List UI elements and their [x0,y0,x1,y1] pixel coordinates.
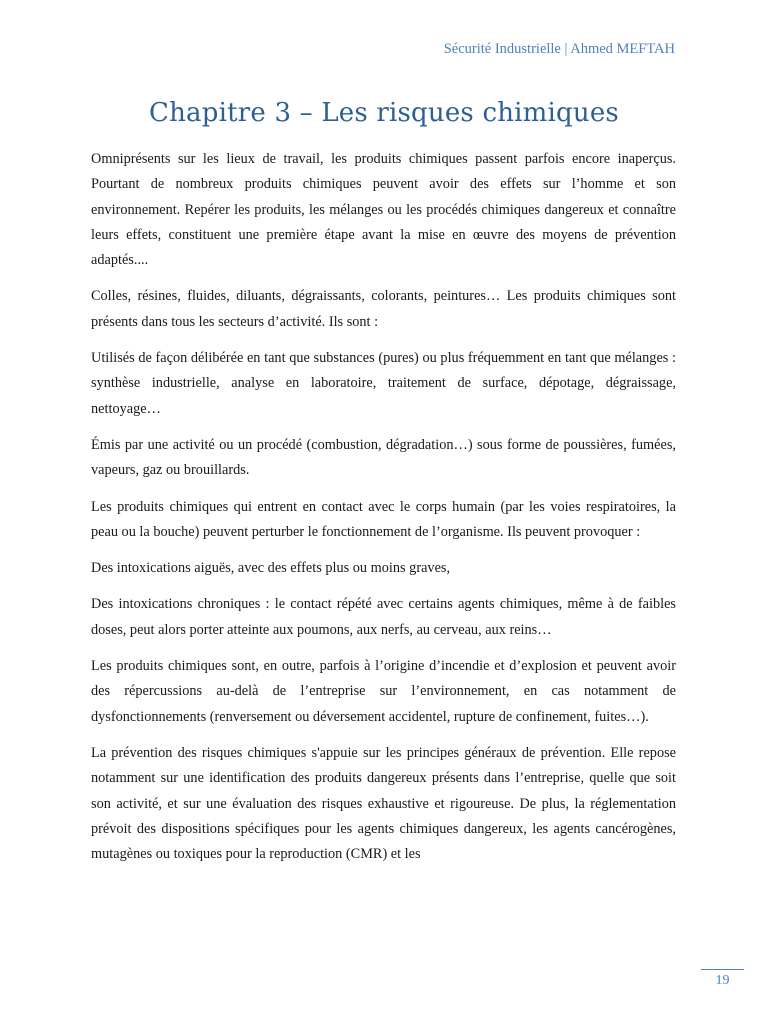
paragraph-acute-intoxication: Des intoxications aiguës, avec des effets plus ou moins graves, [91,560,451,577]
paragraph-used-deliberately: Utilisés de façon délibérée en tant que substances (pures) ou plus fréquemment en tant que mélanges : synthèse industrielle, analyse en laboratoire, traitement de surface, dépotage, dégraissage, nettoyage… [91,350,676,417]
paragraph-intro: Omniprésents sur les lieux de travail, les produits chimiques passent parfois encore inaperçus. Pourtant de nombreux produits chimiques peuvent avoir des effets sur l’homme et son environnement. Repérer les produits, les mélanges ou les procédés chimiques dangereux et connaître leurs effets, constituent une première étape avant la mise en œuvre des moyens de prévention adaptés.... [91,151,676,269]
paragraph-prevention: La prévention des risques chimiques s'appuie sur les principes généraux de prévention. Elle repose notamment sur une identification des produits dangereux présents dans l’entreprise, quelle que soit son activité, et sur une évaluation des risques exhaustive et rigoureuse. De plus, la réglementation prévoit des dispositions spécifiques pour les agents chimiques dangereux, les agents cancérogènes, mutagènes ou toxiques pour la reproduction (CMR) et les [91,744,676,863]
paragraph-chronic-intoxication: Des intoxications chroniques : le contact répété avec certains agents chimiques, même à de faibles doses, peut alors porter atteinte aux poumons, aux nerfs, au cerveau, aux reins… [91,596,676,638]
running-header: Sécurité Industrielle | Ahmed MEFTAH [443,41,675,57]
paragraph-emitted: Émis par une activité ou un procédé (combustion, dégradation…) sous forme de poussières, fumées, vapeurs, gaz ou brouillards. [91,436,676,479]
paragraph-fire-explosion: Les produits chimiques sont, en outre, parfois à l’origine d’incendie et d’explosion et peuvent avoir des répercussions au-delà de l’entreprise sur l’environnement, en cas notamment de dysfonctionnements (renversement ou déversement accidentel, rupture de confinement, fuites…). [91,658,676,725]
paragraph-body-contact: Les produits chimiques qui entrent en contact avec le corps humain (par les voies respiratoires, la peau ou la bouche) peuvent perturber le fonctionnement de l’organisme. Ils peuvent provoquer : [91,498,676,540]
page-number: 19 [715,973,730,988]
paragraph-products-list: Colles, résines, fluides, diluants, dégraissants, colorants, peintures… Les produits chimiques sont présents dans tous les secteurs d’activité. Ils sont : [91,288,676,330]
body-text [91,147,676,878]
footer-divider [701,969,744,970]
chapter-title: Chapitre 3 – Les risques chimiques [149,98,619,128]
